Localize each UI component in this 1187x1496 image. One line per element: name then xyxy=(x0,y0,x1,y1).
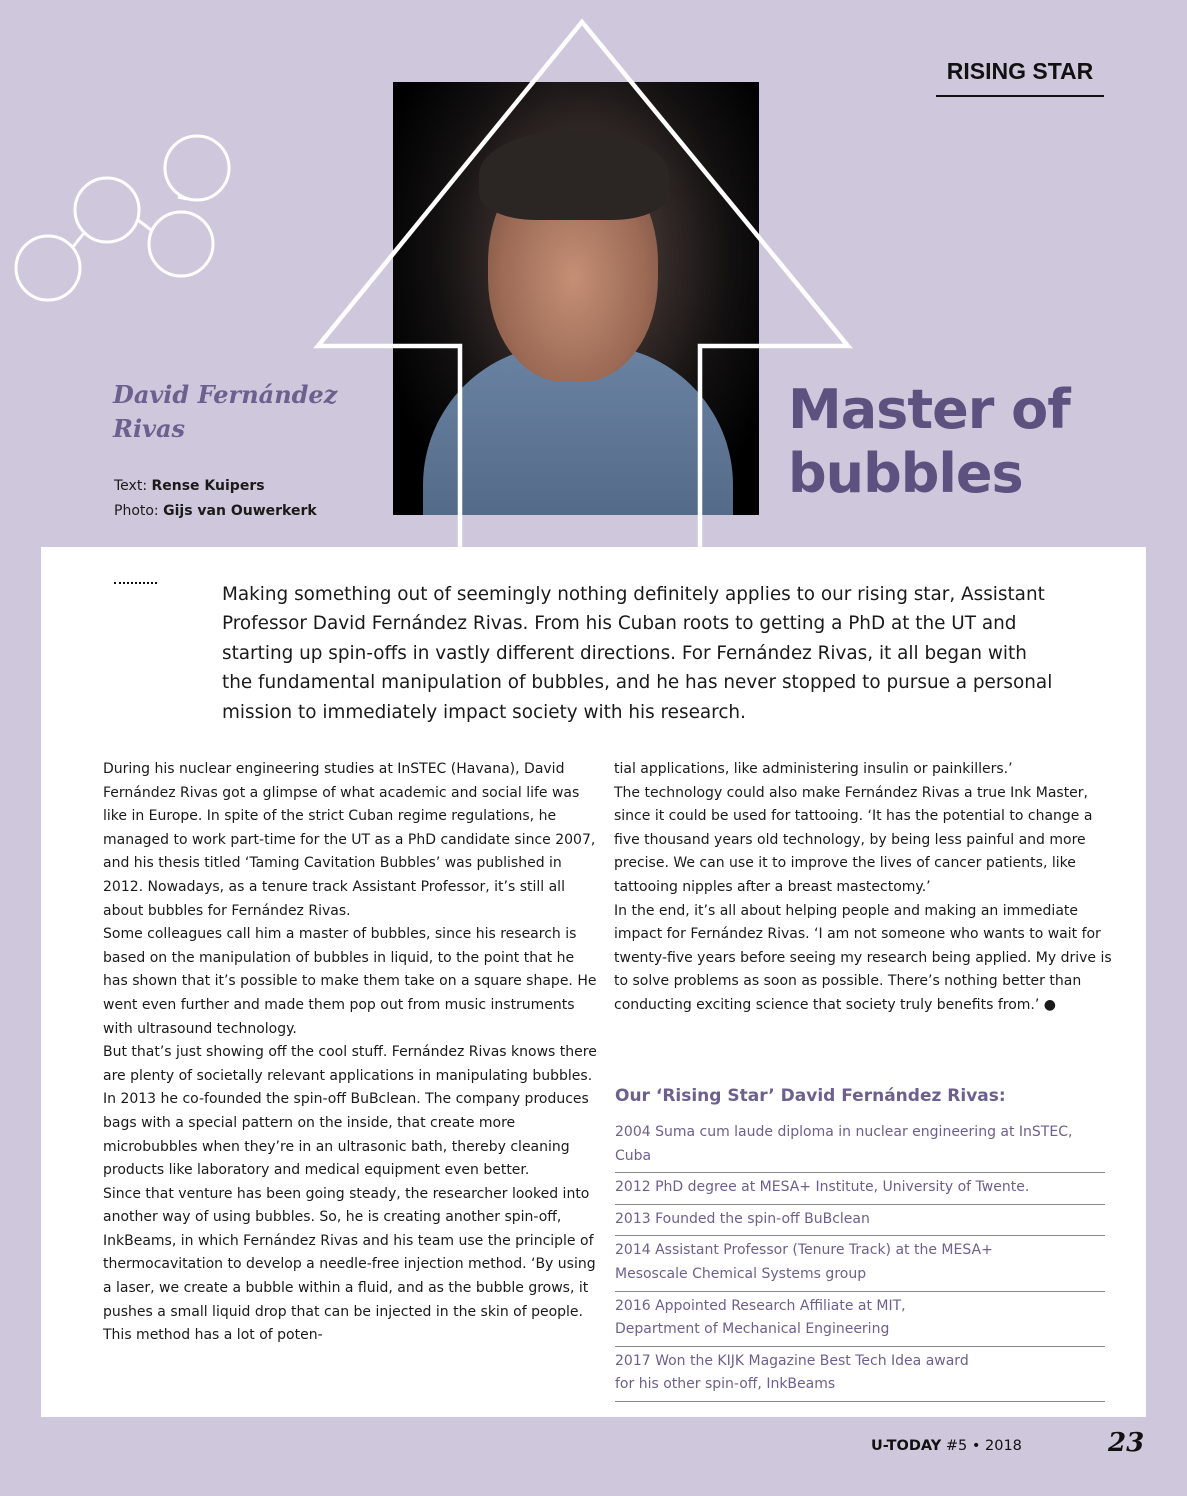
footer-magazine xyxy=(871,1438,1022,1454)
body-paragraph: Since that venture has been going steady, the researcher looked into another way of using bubbles. So, he is creating another spin-off, InkBeams, in which Fernández Rivas and his team use the principle of thermocavitation to develop a needle-free injection method. ‘By using a laser, we create a bubble within a fluid, and as the bubble grows, it pushes a small liquid drop that can be injected in the skin of people. This method has a lot of poten- xyxy=(103,1185,596,1344)
section-tag: RISING STAR xyxy=(936,58,1104,97)
fact-item: 2013 Founded the spin-off BuBclean xyxy=(615,1205,1105,1237)
arrow-outline-icon xyxy=(318,22,848,547)
body-column-right xyxy=(614,758,1114,1018)
intro-paragraph: Making something out of seemingly nothing definitely applies to our rising star, Assistant Professor David Fernández Rivas. From his Cuban roots to getting a PhD at the UT and starting up spin-offs in vastly different directions. For Fernández Rivas, it all began with the fundamental manipulation of bubbles, and he has never stopped to pursue a personal mission to immediately impact society with his research. xyxy=(222,584,1053,723)
fact-item: 2014 Assistant Professor (Tenure Track) at the MESA+ Mesoscale Chemical Systems group xyxy=(615,1236,1105,1291)
photo-credit-author: Gijs van Ouwerkerk xyxy=(163,503,317,519)
fact-item: 2017 Won the KIJK Magazine Best Tech Idea award for his other spin-off, InkBeams xyxy=(615,1347,1105,1402)
body-paragraph: During his nuclear engineering studies at InSTEC (Havana), David Fernández Rivas got a glimpse of what academic and social life was like in Europe. In spite of the strict Cuban regime regulations, he managed to work part-time for the UT as a PhD candidate since 2007, and his thesis titled ‘Taming Cavitation Bubbles’ was published in 2012. Nowadays, as a tenure track Assistant Professor, it’s still all about bubbles for Fernández Rivas. xyxy=(103,761,596,919)
photo-credit xyxy=(114,499,317,524)
headline: Master of bubbles xyxy=(788,378,1070,505)
body-paragraph: Some colleagues call him a master of bubbles, since his research is based on the manipulation of bubbles in liquid, to the point that he has shown that it’s possible to make them take on a square shape. He went even further and made them pop out from music instruments with ultrasound technology. xyxy=(103,926,597,1037)
photo-credit-label: Photo: xyxy=(114,503,159,519)
body-paragraph: But that’s just showing off the cool stuff. Fernández Rivas knows there are plenty of societally relevant applications in manipulating bubbles. In 2013 he co-founded the spin-off BuBclean. The company produces bags with a special pattern on the inside, that create more microbubbles when they’re in an ultrasonic bath, thereby cleaning products like laboratory and medical equipment even better. xyxy=(103,1044,597,1179)
fact-item: 2004 Suma cum laude diploma in nuclear engineering at InSTEC, Cuba xyxy=(615,1118,1105,1173)
facts-title: Our ‘Rising Star’ David Fernández Rivas: xyxy=(615,1086,1006,1106)
body-column-left xyxy=(103,758,603,1348)
body-paragraph: tial applications, like administering insulin or painkillers.’ xyxy=(614,761,1013,777)
page-number: 23 xyxy=(1108,1428,1145,1458)
credits xyxy=(114,474,317,524)
text-credit-label: Text: xyxy=(114,478,148,494)
body-paragraph: In the end, it’s all about helping people and making an immediate impact for Fernández Rivas. ‘I am not someone who wants to wait for twenty-five years before seeing my research being applied. My drive is to solve problems as soon as possible. There’s nothing better than conducting exciting science that society truly benefits from.’ ● xyxy=(614,902,1112,1013)
magazine-name: U-TODAY xyxy=(871,1438,942,1454)
fact-item: 2012 PhD degree at MESA+ Institute, University of Twente. xyxy=(615,1173,1105,1205)
body-paragraph: The technology could also make Fernández Rivas a true Ink Master, since it could be used for tattooing. ‘It has the potential to change a five thousand years old technology, by being less painful and more precise. We can use it to improve the lives of cancer patients, like tattooing nipples after a breast mastectomy.’ xyxy=(614,784,1093,895)
facts-list xyxy=(615,1118,1105,1402)
molecule-icon xyxy=(16,136,229,300)
fact-item: 2016 Appointed Research Affiliate at MIT, Department of Mechanical Engineering xyxy=(615,1292,1105,1347)
person-name: David Fernández Rivas xyxy=(113,380,338,443)
intro-divider xyxy=(114,582,157,584)
issue-info: #5 • 2018 xyxy=(945,1438,1022,1454)
text-credit xyxy=(114,474,317,499)
text-credit-author: Rense Kuipers xyxy=(151,478,265,494)
